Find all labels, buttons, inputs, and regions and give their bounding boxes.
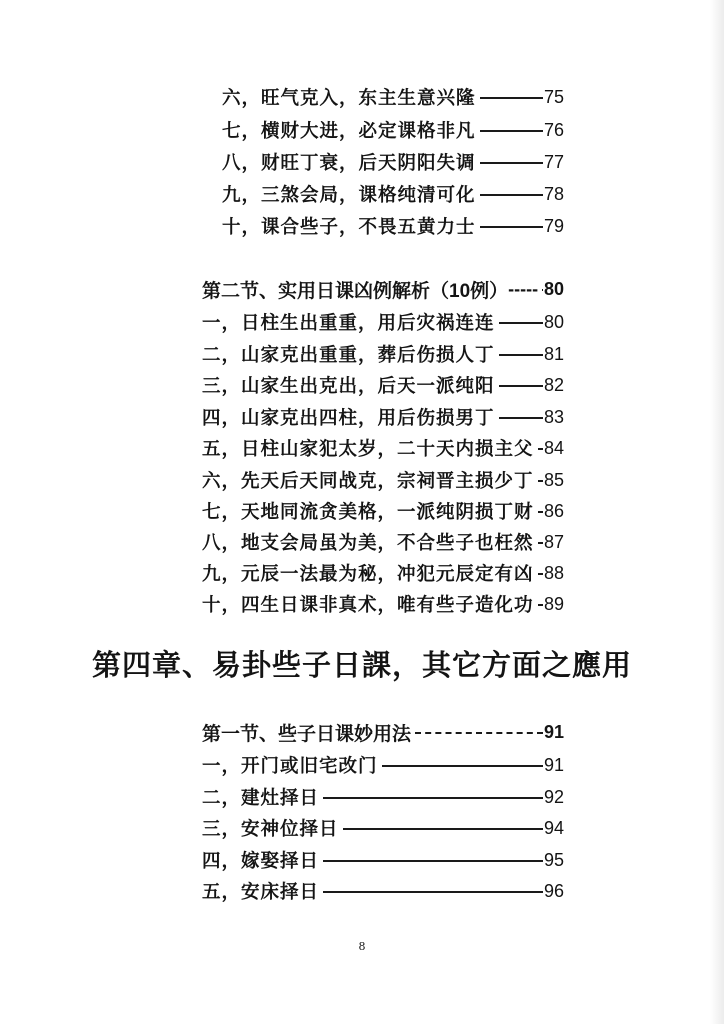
page-edge-shadow: [710, 0, 724, 1024]
toc-entry-page: 92: [543, 786, 564, 807]
toc-entry[interactable]: [202, 370, 564, 400]
toc-entry-page: 82: [543, 374, 564, 395]
page-number: 8: [358, 940, 366, 953]
toc-entry[interactable]: [202, 813, 564, 843]
toc-entry-label: 六，旺气克入，东主生意兴隆: [222, 88, 476, 109]
toc-entry-label: 六，先天后天同战克，宗祠晋主损少丁: [202, 471, 534, 492]
leader-line: [323, 797, 543, 799]
toc-entry-label: 三，山家生出克出，后天一派纯阳: [202, 376, 495, 397]
section-heading-title: 第二节、实用日课凶例解析（10例）: [202, 280, 509, 302]
section-heading-page: 80: [543, 278, 564, 299]
leader-line: [538, 542, 543, 544]
toc-entry-label: 九，元辰一法最为秘，冲犯元辰定有凶: [202, 564, 534, 585]
leader-line: [323, 891, 543, 893]
section-heading-title: 第一节、些子日课妙用法: [202, 723, 412, 745]
leader-line: [343, 828, 543, 830]
toc-entry-page: 78: [543, 183, 564, 204]
toc-entry-page: 81: [543, 343, 564, 364]
toc-entry[interactable]: [202, 782, 564, 812]
section-heading[interactable]: [202, 717, 564, 747]
leader-line: [323, 860, 543, 862]
toc-entry-label: 四，嫁娶择日: [202, 851, 320, 872]
toc-entry[interactable]: [202, 558, 564, 588]
toc-entry-page: 85: [543, 469, 564, 490]
toc-entry-page: 80: [543, 311, 564, 332]
section-heading-page: 91: [543, 721, 564, 742]
toc-entry[interactable]: [222, 82, 564, 112]
leader-line: [499, 322, 543, 324]
toc-entry-page: 83: [543, 406, 564, 427]
toc-entry-page: 88: [543, 562, 564, 583]
leader-line: [480, 226, 543, 228]
toc-entry-label: 一，开门或旧宅改门: [202, 756, 378, 777]
toc-entry-page: 86: [543, 500, 564, 521]
leader-line: [499, 385, 543, 387]
leader-line: [480, 97, 543, 99]
toc-entry-page: 76: [543, 119, 564, 140]
toc-entry-label: 五，日柱山家犯太岁，二十天内损主父: [202, 439, 534, 460]
leader-line: [480, 162, 543, 164]
toc-entry-label: 八，地支会局虽为美，不合些子也枉然: [202, 533, 534, 554]
toc-entry-page: 87: [543, 531, 564, 552]
toc-entry[interactable]: [202, 339, 564, 369]
chapter-title[interactable]: 第四章、易卦些子日課，其它方面之應用: [91, 648, 632, 682]
toc-entry-label: 十，课合些子，不畏五黄力士: [222, 217, 476, 238]
toc-entry[interactable]: [202, 845, 564, 875]
section-heading[interactable]: [202, 274, 564, 304]
toc-entry[interactable]: [222, 211, 564, 241]
toc-entry-label: 七，天地同流贪美格，一派纯阴损丁财: [202, 502, 534, 523]
toc-entry-page: 91: [543, 754, 564, 775]
toc-entry[interactable]: [202, 402, 564, 432]
toc-entry[interactable]: [222, 179, 564, 209]
toc-entry-label: 九，三煞会局，课格纯清可化: [222, 185, 476, 206]
toc-entry-label: 一，日柱生出重重，用后灾祸连连: [202, 313, 495, 334]
leader-line: [538, 604, 543, 606]
toc-entry-page: 84: [543, 437, 564, 458]
toc-entry-label: 四，山家克出四柱，用后伤损男丁: [202, 408, 495, 429]
toc-entry[interactable]: [202, 465, 564, 495]
toc-entry-page: 95: [543, 849, 564, 870]
toc-entry-page: 75: [543, 86, 564, 107]
leader-line: [480, 130, 543, 132]
leader-line: [538, 573, 543, 575]
leader-line: [538, 480, 543, 482]
leader-line: [499, 354, 543, 356]
toc-entry[interactable]: [202, 496, 564, 526]
leader-line: [480, 194, 543, 196]
toc-entry-label: 七，横财大进，必定课格非凡: [222, 121, 476, 142]
toc-entry[interactable]: [202, 307, 564, 337]
toc-entry-page: 89: [543, 593, 564, 614]
leader-line: [415, 732, 543, 734]
toc-entry[interactable]: [202, 589, 564, 619]
toc-entry-page: 79: [543, 215, 564, 236]
toc-entry-label: 十，四生日课非真术，唯有些子造化功: [202, 595, 534, 616]
leader-line: [542, 289, 543, 291]
toc-entry-label: 二，建灶择日: [202, 788, 320, 809]
section-heading-dashes: -----: [508, 278, 539, 299]
toc-entry[interactable]: [202, 527, 564, 557]
toc-entry-page: 96: [543, 880, 564, 901]
leader-line: [382, 765, 543, 767]
toc-entry-label: 三，安神位择日: [202, 819, 339, 840]
leader-line: [499, 417, 543, 419]
toc-entry-label: 二，山家克出重重，葬后伤损人丁: [202, 345, 495, 366]
leader-line: [538, 511, 543, 513]
toc-entry-page: 77: [543, 151, 564, 172]
toc-entry[interactable]: [222, 115, 564, 145]
toc-entry[interactable]: [202, 750, 564, 780]
toc-entry-page: 94: [543, 817, 564, 838]
leader-line: [538, 448, 543, 450]
toc-entry[interactable]: [222, 147, 564, 177]
toc-entry-label: 八，财旺丁衰，后天阴阳失调: [222, 153, 476, 174]
toc-entry-label: 五，安床择日: [202, 882, 320, 903]
toc-entry[interactable]: [202, 433, 564, 463]
toc-entry[interactable]: [202, 876, 564, 906]
